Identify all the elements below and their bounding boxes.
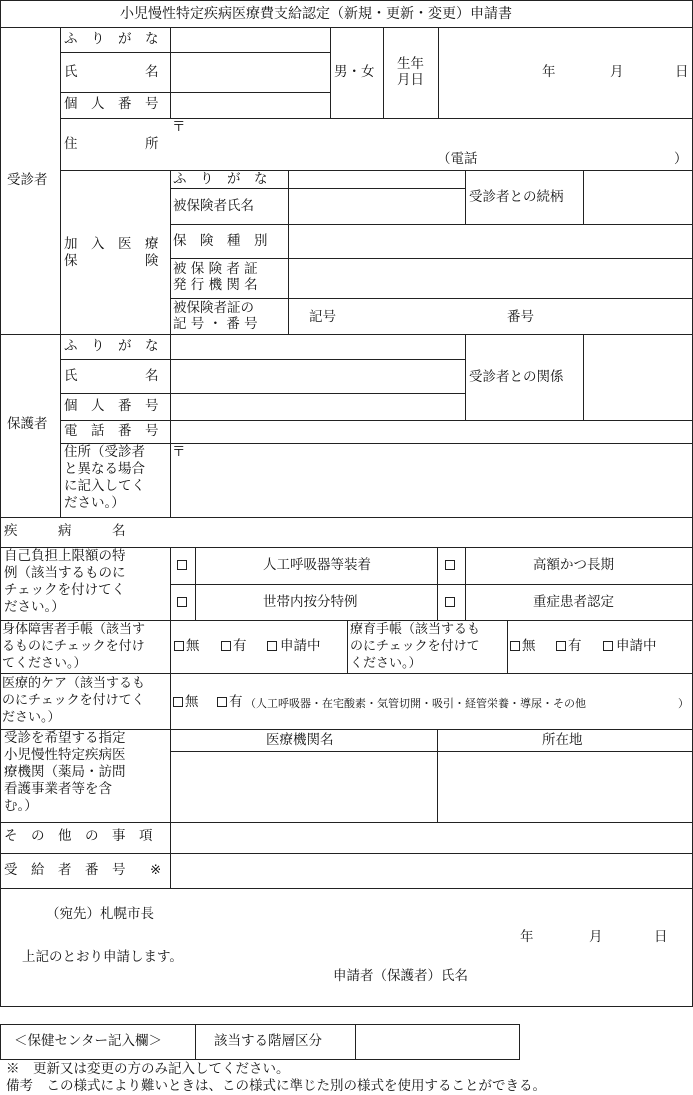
insured-relationship-label: 受診者との続柄 [469,189,564,205]
severe-patient-label: 重症患者認定 [533,594,614,610]
high-cost-checkbox[interactable] [445,560,455,570]
disability-label-3: てください。） [2,656,87,671]
rehab-applying-checkbox[interactable] [603,641,613,651]
rehab-applying-label: 申請中 [616,638,657,654]
special-label-3: チェックを付けてく [4,582,126,598]
medical-care-yes-checkbox[interactable] [217,697,227,707]
patient-mynumber-label: 個 人 番 号 [64,96,159,112]
recipient-number-mark: ※ [150,862,162,878]
rehab-none-checkbox[interactable] [510,641,520,651]
note-update-only: ※ 更新又は変更の方のみ記入してください。 [6,1061,290,1077]
medical-care-label-3: ださい。） [2,710,61,725]
high-cost-label: 高額かつ長期 [533,557,614,573]
patient-sex-label[interactable]: 男・女 [334,64,375,80]
institution-label-3: 療機関（薬局・訪問 [4,764,126,780]
household-split-checkbox[interactable] [177,597,187,607]
medical-care-label: 医療的ケア（該当するも [2,676,146,691]
insurance-symbol-label-2: 記 号 ・ 番 号 [173,316,258,332]
rehab-none-label: 無 [522,638,536,654]
institution-label: 受診を希望する指定 [4,730,126,746]
application-statement: 上記のとおり申請します。 [22,949,183,965]
health-center-label: ＜保健センター記入欄＞ [14,1033,162,1049]
patient-dob-label: 生年 [397,56,424,72]
severe-patient-checkbox[interactable] [445,597,455,607]
guardian-address-label-3: に記入してく [64,478,145,494]
insurance-type-label: 保 険 種 別 [173,233,268,249]
institution-label-5: む。） [4,798,38,814]
addressee: （宛先）札幌市長 [46,906,154,922]
date-month: 月 [589,929,603,945]
insured-name-label: 被保険者氏名 [173,198,254,214]
guardian-address-label-2: と異なる場合 [64,461,145,477]
institution-label-4: 看護事業者等を含 [4,781,112,797]
form-title: 小児慢性特定疾病医療費支給認定（新規・更新・変更）申請書 [120,6,512,22]
guardian-address-label: 住所（受診者 [64,444,145,460]
patient-address-label: 住 所 [64,136,159,152]
disability-yes-label: 有 [233,638,247,654]
patient-phone-label: （電話 [437,151,478,167]
guardian-furigana-label: ふ り が な [64,338,159,354]
medical-care-none-label: 無 [185,694,199,710]
disability-none-checkbox[interactable] [174,641,184,651]
insured-furigana-label: ふ り が な [173,171,268,187]
insurance-number-field[interactable]: 番号 [507,309,534,325]
date-year: 年 [520,929,534,945]
tier-label: 該当する階層区分 [214,1033,322,1049]
rehab-yes-checkbox[interactable] [556,641,566,651]
medical-care-none-checkbox[interactable] [173,697,183,707]
rehab-label-2: のにチェックを付けて [350,639,480,654]
guardian-section-label: 保護者 [7,416,48,432]
guardian-postal-mark: 〒 [172,444,186,460]
insurance-issuer-label-2: 発 行 機 関 名 [173,277,258,293]
patient-dob-year: 年 [542,64,556,80]
institution-name-header: 医療機関名 [266,732,334,748]
applicant-name-label: 申請者（保護者）氏名 [333,968,468,984]
disability-none-label: 無 [186,638,200,654]
special-label-4: ださい。） [4,599,65,615]
recipient-number-label: 受 給 者 番 号 [4,862,126,878]
household-split-label: 世帯内按分特例 [263,594,358,610]
institution-label-2: 小児慢性特定疾病医 [4,747,126,763]
other-label: そ の 他 の 事 項 [4,828,153,844]
insurance-issuer-label: 被 保 険 者 証 [173,261,258,277]
medical-care-label-2: のにチェックを付けてく [2,693,145,708]
disability-label-2: るものにチェックを付け [2,639,145,654]
institution-address-header: 所在地 [542,732,583,748]
medical-care-detail-close: ） [678,697,689,710]
insurance-symbol-label: 被保険者証の [173,300,254,316]
insurance-label-2: 保 険 [64,253,159,269]
patient-phone-close: ） [674,151,688,167]
special-label: 自己負担上限額の特 [4,548,126,564]
disability-applying-checkbox[interactable] [267,641,277,651]
note-remarks: 備考 この様式により難いときは、この様式に準じた別の様式を使用することができる。 [6,1078,546,1094]
guardian-address-label-4: ださい。） [64,495,125,511]
rehab-label-3: ください。） [350,656,422,671]
guardian-phone-label: 電 話 番 号 [64,423,159,439]
insurance-label: 加 入 医 療 [64,236,159,252]
disability-label: 身体障害者手帳（該当す [2,622,146,637]
medical-care-detail: （人工呼吸器・在宅酸素・気管切開・吸引・経管栄養・導尿・その他 [245,697,586,710]
guardian-mynumber-label: 個 人 番 号 [64,398,159,414]
patient-postal-mark: 〒 [172,119,186,135]
ventilator-label: 人工呼吸器等装着 [263,557,371,573]
medical-care-yes-label: 有 [229,694,243,710]
patient-dob-month: 月 [610,64,624,80]
date-day: 日 [654,929,668,945]
rehab-label: 療育手帳（該当するも [350,622,481,637]
patient-dob-label-2: 月日 [397,72,424,88]
disability-yes-checkbox[interactable] [221,641,231,651]
guardian-name-label: 氏 名 [64,368,159,384]
insurance-symbol-field[interactable]: 記号 [309,309,336,325]
disability-applying-label: 申請中 [280,638,321,654]
patient-name-label: 氏 名 [64,64,159,80]
patient-furigana-label: ふ り が な [64,31,159,47]
disease-label: 疾 病 名 [4,523,126,539]
patient-dob-day: 日 [675,64,689,80]
ventilator-checkbox[interactable] [177,560,187,570]
rehab-yes-label: 有 [568,638,582,654]
special-label-2: 例（該当するものに [4,565,126,581]
patient-section-label: 受診者 [7,172,48,188]
guardian-relationship-label: 受診者との関係 [469,369,564,385]
